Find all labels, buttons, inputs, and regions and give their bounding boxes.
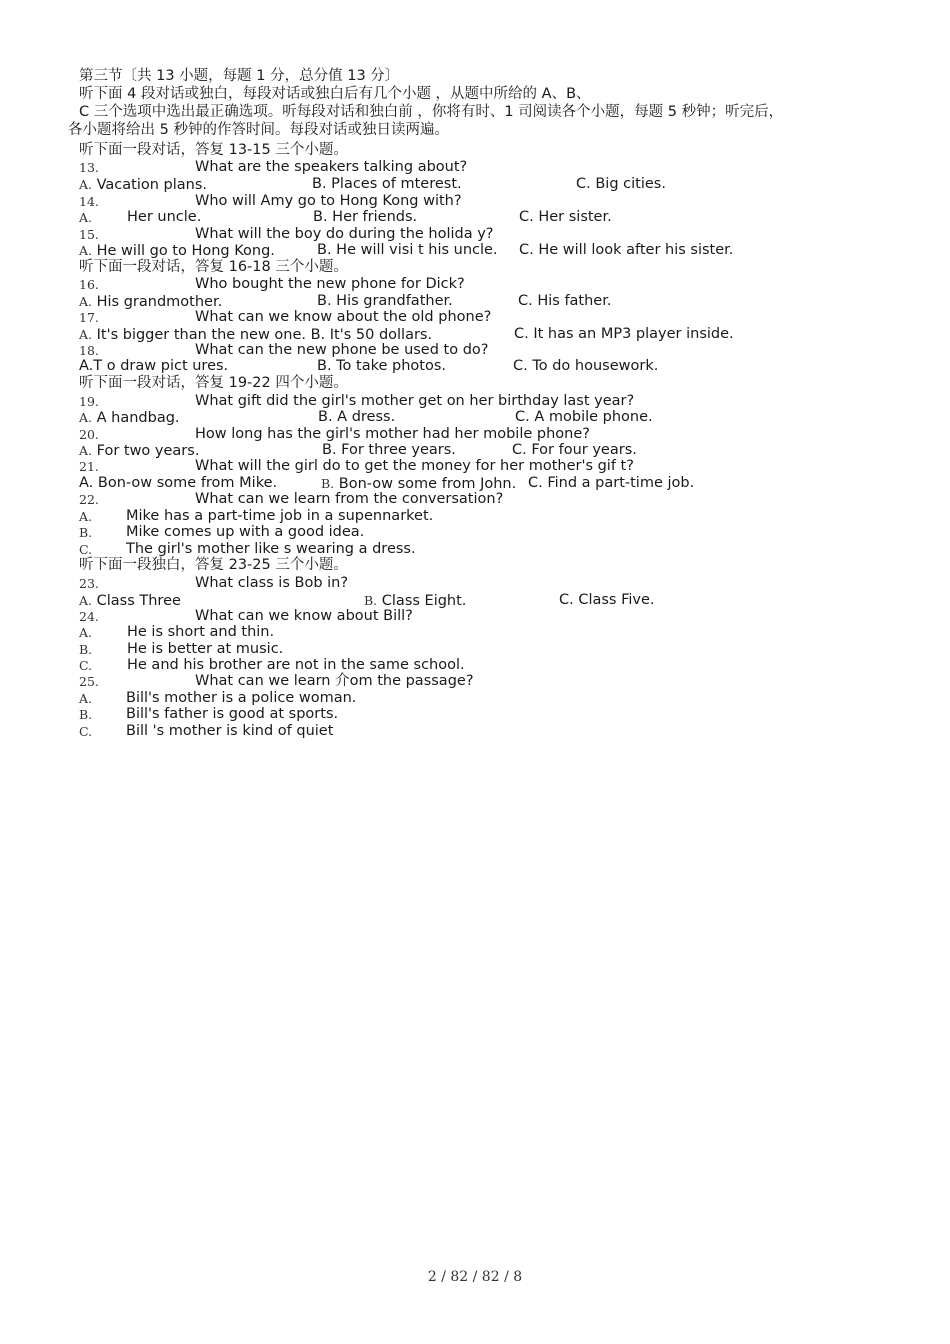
question-number: 20. [79,427,99,442]
instruction-line-3: 各小题将给出 5 秒钟的作答时间。每段对话或独日读两遍。 [68,122,449,138]
option-text: Bill 's mother is kind of quiet [126,723,334,739]
question-text: Who will Amy go to Hong Kong with? [195,193,462,209]
question-text: What can we learn from the conversation? [195,491,504,507]
option-c: C. Big cities. [576,176,666,192]
option-a: A. His grandmother. [79,294,223,310]
question-text: What class is Bob in? [195,575,349,591]
question-number: 18. [79,343,99,358]
option-label: B. [79,525,93,540]
page-number: 2 / 82 / 82 / 8 [427,1269,523,1285]
option-b: B. A dress. [318,409,396,425]
option-b: B. Her friends. [313,209,418,225]
option-c: C. Her sister. [519,209,612,225]
option-c: C. Class Five. [559,592,655,608]
option-text: He and his brother are not in the same school. [127,657,465,673]
question-number: 24. [79,609,99,624]
option-c: C. He will look after his sister. [519,242,734,258]
option-a: A. Bon-ow some from Mike. [79,475,278,491]
question-number: 19. [79,394,99,409]
option-label: A. [79,509,93,524]
option-c: C. It has an MP3 player inside. [514,326,734,342]
question-number: 13. [79,160,99,175]
option-a-text: Her uncle. [127,209,202,225]
instruction-line-1: 听下面 4 段对话或独白，每段对话或独白后有几个小题 ，从题中所给的 A、B、 [79,86,591,102]
option-text: He is short and thin. [127,624,275,640]
question-23 [79,575,349,593]
option-a: A. He will go to Hong Kong. [79,243,275,259]
option-label: B. [79,642,93,657]
question-number: 21. [79,459,99,474]
option-text: Bill's mother is a police woman. [126,690,357,706]
option-a: A. Vacation plans. [79,177,208,193]
option-a: A. For two years. [79,443,200,459]
question-21 [79,458,634,476]
option-label: A. [79,691,93,706]
question-text: What will the boy do during the holida y? [195,226,494,242]
option-c: C. To do housework. [513,358,659,374]
question-number: 25. [79,674,99,689]
question-text: How long has the girl's mother had her mobile phone? [195,426,590,442]
option-b: B. His grandfather. [317,293,453,309]
option-b: B. Bon-ow some from John. [321,476,517,492]
option-b: B. For three years. [322,442,456,458]
option-text: The girl's mother like s wearing a dress. [126,541,416,557]
option-c: C. His father. [518,293,612,309]
instruction-line-2: C 三个选项中选出最正确选项。听每段对话和独白前 ，你将有时、1 司阅读各个小题，每题 5 秒钟；听完后， [79,104,784,120]
question-number: 16. [79,277,99,292]
question-text: Who bought the new phone for Dick? [195,276,465,292]
question-text: What can we learn 介om the passage? [195,673,474,689]
question-text: What can we know about Bill? [195,608,413,624]
question-text: What can the new phone be used to do? [195,342,489,358]
option-label: C. [79,658,93,673]
question-number: 22. [79,492,99,507]
option-b: B. Class Eight. [364,593,467,609]
question-number: 15. [79,227,99,242]
option-a: A. [79,210,93,225]
option-b: B. Places of mterest. [312,176,462,192]
question-text: What can we know about the old phone? [195,309,492,325]
option-a: A.T o draw pict ures. [79,358,229,374]
option-b: B. To take photos. [317,358,447,374]
option-c: C. A mobile phone. [515,409,653,425]
question-text: What gift did the girl's mother get on her birthday last year? [195,393,635,409]
question-16 [79,276,465,294]
question-22 [79,491,504,509]
option-text: Mike comes up with a good idea. [126,524,365,540]
question-number: 14. [79,194,99,209]
segment-heading: 听下面一段对话，答复 16-18 三个小题。 [79,259,348,275]
option-label: C. [79,542,93,557]
question-text: What are the speakers talking about? [195,159,468,175]
question-17 [79,309,492,327]
question-13 [79,159,468,177]
question-number: 23. [79,576,99,591]
question-25 [79,673,474,691]
option-a: A. Class Three [79,593,181,609]
option-a: A. A handbag. [79,410,180,426]
segment-heading: 听下面一段对话，答复 19-22 四个小题。 [79,375,348,391]
option-text: Bill's father is good at sports. [126,706,339,722]
option-b: B. He will visi t his uncle. [317,242,498,258]
section-title: 第三节〔共 13 小题，每题 1 分，总分值 13 分〕 [79,68,400,84]
option-label: A. [79,625,93,640]
option-text: Mike has a part-time job in a supennarket. [126,508,434,524]
option-a-b: A. It's bigger than the new one. B. It's 50 dollars. [79,327,433,343]
segment-heading: 听下面一段对话，答复 13-15 三个小题。 [79,142,348,158]
option-label: C. [79,724,93,739]
question-text: What will the girl do to get the money for her mother's gif t? [195,458,634,474]
option-c: C. For four years. [512,442,637,458]
option-c: C. Find a part-time job. [528,475,695,491]
segment-heading: 听下面一段独白，答复 23-25 三个小题。 [79,557,348,573]
option-label: B. [79,707,93,722]
option-text: He is better at music. [127,641,284,657]
question-number: 17. [79,310,99,325]
